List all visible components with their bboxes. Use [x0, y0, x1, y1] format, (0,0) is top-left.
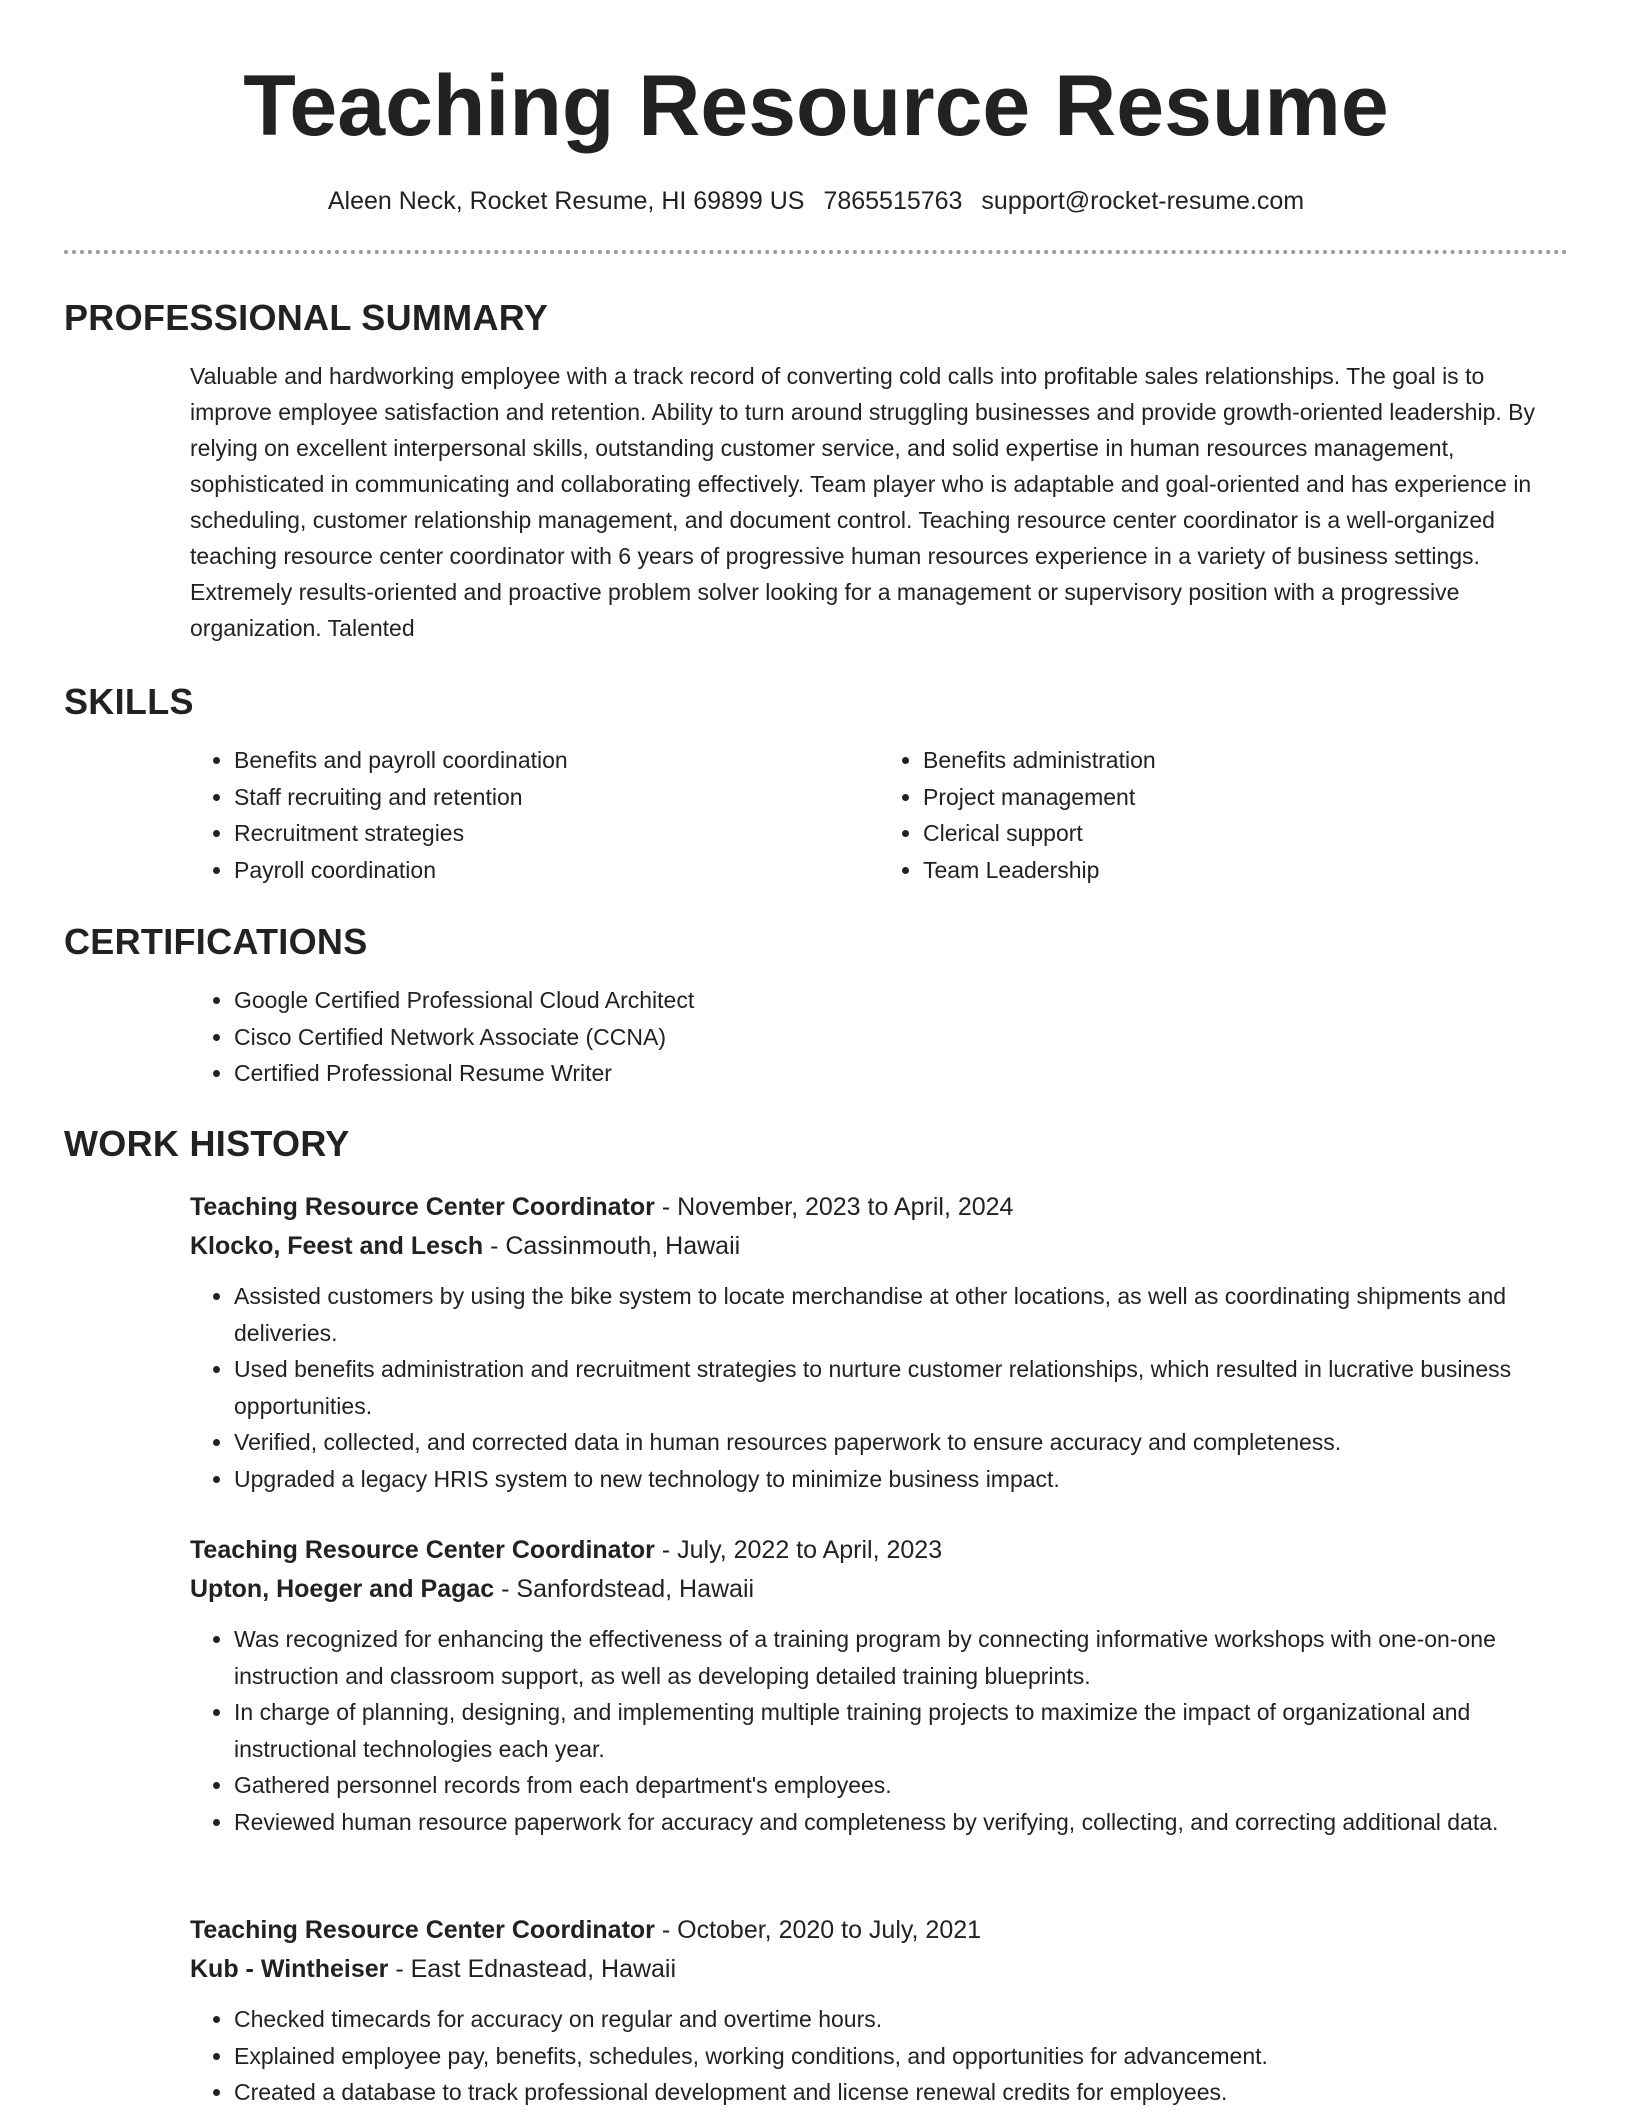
- job-title: Teaching Resource Center Coordinator: [190, 1916, 655, 1944]
- summary-section: [64, 296, 1568, 646]
- list-item: • Certified Professional Resume Writer: [234, 1055, 1568, 1092]
- job-bullets: [190, 2001, 1568, 2111]
- list-item: • Checked timecards for accuracy on regular and overtime hours.: [234, 2001, 1568, 2038]
- job-location: - Sanfordstead, Hawaii: [494, 1575, 755, 1603]
- summary-text: Valuable and hardworking employee with a track record of converting cold calls into profitable sales relationships. The goal is to improve employee satisfaction and retention. Ability to turn around struggling businesses and provide growth-oriented leadership. By relying on excellent interpersonal skills, outstanding customer service, and solid expertise in human resources management, sophisticated in communicating and collaborating effectively. Team player who is adaptable and goal-oriented and has experience in scheduling, customer relationship management, and document control. Teaching resource center coordinator is a well-organized teaching resource center coordinator with 6 years of progressive human resources experience in a variety of business settings. Extremely results-oriented and proactive problem solver looking for a management or supervisory position with a progressive organization. Talented: [190, 363, 1535, 641]
- skills-heading: SKILLS: [64, 681, 194, 722]
- list-item: • Benefits and payroll coordination: [234, 742, 879, 779]
- certifications-list-wrap: [190, 982, 1568, 1092]
- list-item: • Team Leadership: [923, 852, 1568, 889]
- list-item: • Gathered personnel records from each department's employees.: [234, 1767, 1568, 1804]
- list-item: • Created a database to track professional development and license renewal credits for employees.: [234, 2074, 1568, 2111]
- job-location: - East Ednastead, Hawaii: [388, 1955, 677, 1983]
- job-company-line: [190, 1950, 1568, 1989]
- list-item: • Recruitment strategies: [234, 815, 879, 852]
- certifications-heading: CERTIFICATIONS: [64, 921, 368, 962]
- work-heading: WORK HISTORY: [64, 1123, 350, 1164]
- list-item: • Project management: [923, 779, 1568, 816]
- contact-address: Aleen Neck, Rocket Resume, HI 69899 US: [327, 187, 805, 215]
- list-item: • Benefits administration: [923, 742, 1568, 779]
- list-item: • Was recognized for enhancing the effectiveness of a training program by connecting informative workshops with one-on-one instruction and classroom support, as well as developing detailed training blueprints.: [234, 1621, 1568, 1694]
- job-title-line: [190, 1911, 1568, 1950]
- list-item: • Cisco Certified Network Associate (CCNA): [234, 1019, 1568, 1056]
- job-bullets: [190, 1621, 1568, 1840]
- list-item: • Used benefits administration and recruitment strategies to nurture customer relationships, which resulted in lucrative business opportunities.: [234, 1351, 1568, 1424]
- job-entry: [190, 1911, 1568, 2111]
- list-item: • Upgraded a legacy HRIS system to new technology to minimize business impact.: [234, 1461, 1568, 1498]
- job-entry: [190, 1188, 1568, 1497]
- summary-heading: PROFESSIONAL SUMMARY: [64, 297, 549, 338]
- job-company: Upton, Hoeger and Pagac: [190, 1575, 495, 1603]
- list-item: • Reviewed human resource paperwork for accuracy and completeness by verifying, collecting, and correcting additional data.: [234, 1804, 1568, 1841]
- contact-phone: 7865515763: [823, 187, 963, 215]
- skills-section: [64, 680, 1568, 888]
- job-title-line: [190, 1188, 1568, 1227]
- list-item: • Payroll coordination: [234, 852, 879, 889]
- list-item: • Clerical support: [923, 815, 1568, 852]
- list-item: • Google Certified Professional Cloud Architect: [234, 982, 1568, 1019]
- contact-line: [64, 184, 1568, 218]
- list-item: • Staff recruiting and retention: [234, 779, 879, 816]
- job-title: Teaching Resource Center Coordinator: [190, 1536, 655, 1564]
- job-dates: - November, 2023 to April, 2024: [654, 1193, 1014, 1221]
- list-item: • Assisted customers by using the bike system to locate merchandise at other locations, as well as coordinating shipments and deliveries.: [234, 1278, 1568, 1351]
- job-company: Kub - Wintheiser: [190, 1955, 389, 1983]
- job-company: Klocko, Feest and Lesch: [190, 1232, 484, 1260]
- contact-email: support@rocket-resume.com: [981, 187, 1305, 215]
- certifications-list: [190, 982, 1568, 1092]
- skills-list-right: [879, 742, 1568, 888]
- job-title: Teaching Resource Center Coordinator: [190, 1193, 655, 1221]
- list-item: • In charge of planning, designing, and implementing multiple training projects to maximize the impact of organizational and instructional technologies each year.: [234, 1694, 1568, 1767]
- job-location: - Cassinmouth, Hawaii: [483, 1232, 741, 1260]
- skills-list-left: [190, 742, 879, 888]
- list-item: • Explained employee pay, benefits, schedules, working conditions, and opportunities for advancement.: [234, 2038, 1568, 2075]
- job-company-line: [190, 1570, 1568, 1609]
- job-bullets: [190, 1278, 1568, 1497]
- work-section: [64, 1122, 1568, 1166]
- page-title: Teaching Resource Resume: [243, 58, 1389, 154]
- job-company-line: [190, 1227, 1568, 1266]
- job-entry: [190, 1531, 1568, 1840]
- header-divider: [64, 250, 1568, 254]
- skills-columns: [190, 742, 1568, 888]
- job-dates: - July, 2022 to April, 2023: [654, 1536, 943, 1564]
- list-item: • Verified, collected, and corrected data in human resources paperwork to ensure accuracy and completeness.: [234, 1424, 1568, 1461]
- resume-page: [64, 0, 1568, 2105]
- certifications-section: [64, 920, 1568, 1092]
- job-title-line: [190, 1531, 1568, 1570]
- job-dates: - October, 2020 to July, 2021: [654, 1916, 982, 1944]
